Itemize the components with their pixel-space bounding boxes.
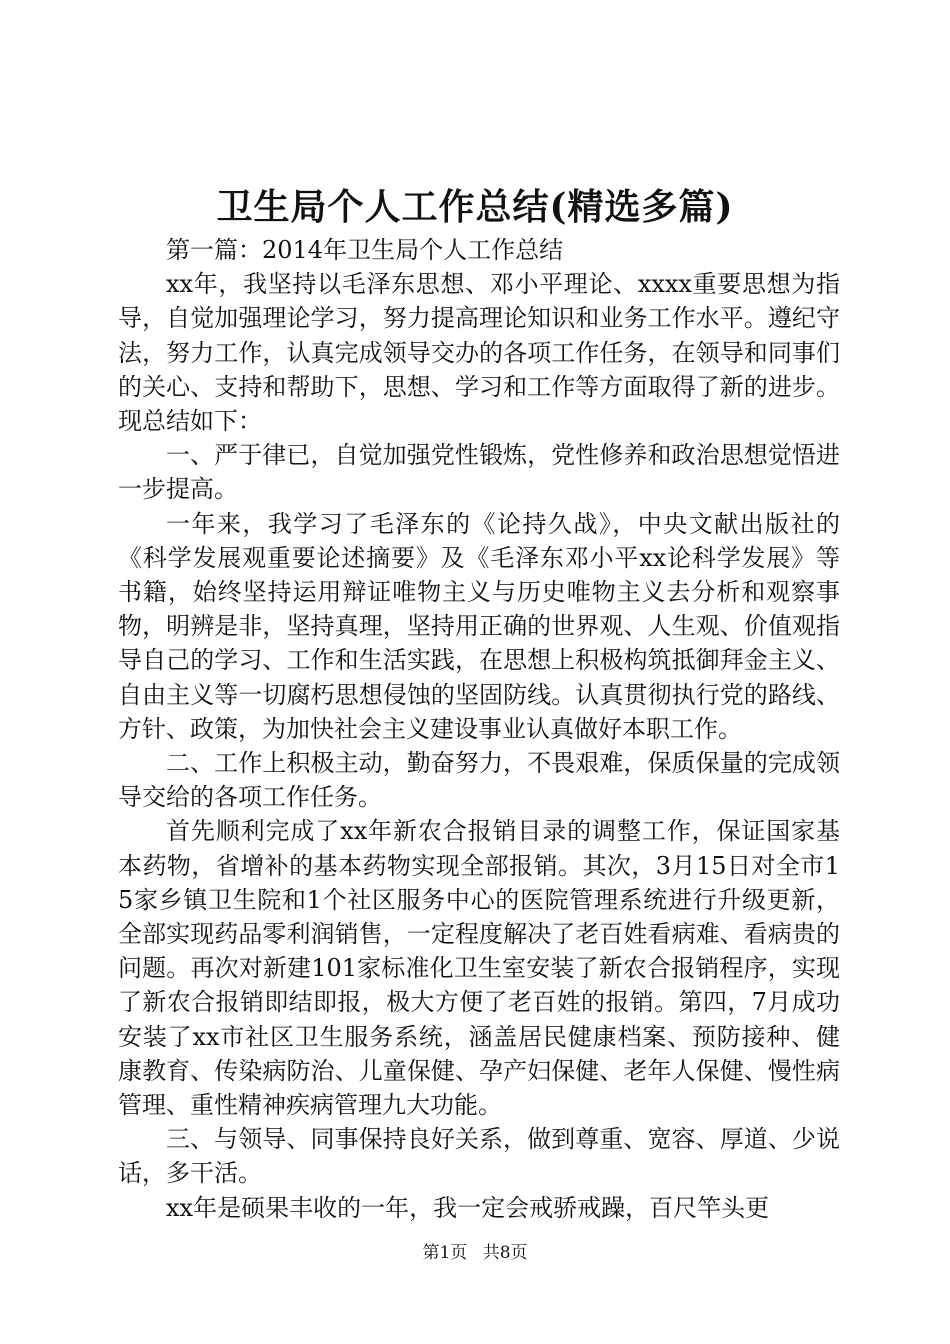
- paragraph-section-heading: 第一篇：2014年卫生局个人工作总结: [166, 236, 564, 264]
- paragraph-point-two: 二、工作上积极主动，勤奋努力，不畏艰难，保质保量的完成领导交给的各项工作任务。: [118, 749, 840, 812]
- document-body: [118, 233, 840, 1225]
- paragraph-intro: xx年，我坚持以毛泽东思想、邓小平理论、xxxx重要思想为指导，自觉加强理论学习，努力提高理论知识和业务工作水平。遵纪守法，努力工作，认真完成领导交办的各项工作任务，在领导和同事们的关心、支持和帮助下，思想、学习和工作等方面取得了新的进步。现总结如下：: [118, 270, 840, 436]
- document-title: 卫生局个人工作总结(精选多篇): [216, 186, 734, 228]
- paragraph-work-details: 首先顺利完成了xx年新农合报销目录的调整工作，保证国家基本药物，省增补的基本药物实现全部报销。其次，3月15日对全市15家乡镇卫生院和1个社区服务中心的医院管理系统进行升级更新，全部实现药品零利润销售，一定程度解决了老百姓看病难、看病贵的问题。再次对新建101家标准化卫生室安装了新农合报销程序，实现了新农合报销即结即报，极大方便了老百姓的报销。第四，7月成功安装了xx市社区卫生服务系统，涵盖居民健康档案、预防接种、健康教育、传染病防治、儿童保健、孕产妇保健、老年人保健、慢性病管理、重性精神疾病管理九大功能。: [118, 817, 840, 1120]
- paragraph-study: 一年来，我学习了毛泽东的《论持久战》，中央文献出版社的《科学发展观重要论述摘要》及《毛泽东邓小平xx论科学发展》等书籍，始终坚持运用辩证唯物主义与历史唯物主义去分析和观察事物，明辨是非，坚持真理，坚持用正确的世界观、人生观、价值观指导自己的学习、工作和生活实践，在思想上积极构筑抵御拜金主义、自由主义等一切腐朽思想侵蚀的坚固防线。认真贯彻执行党的路线、方针、政策，为加快社会主义建设事业认真做好本职工作。: [118, 509, 840, 743]
- paragraph-closing: xx年是硕果丰收的一年，我一定会戒骄戒躁，百尺竿头更: [166, 1193, 770, 1222]
- page-footer: [0, 1241, 950, 1265]
- paragraph-point-one: 一、严于律已，自觉加强党性锻炼，党性修养和政治思想觉悟进一步提高。: [118, 441, 840, 504]
- paragraph-point-three: 三、与领导、同事保持良好关系，做到尊重、宽容、厚道、少说话，多干活。: [118, 1125, 840, 1188]
- page-number-total: 共8页: [482, 1243, 528, 1263]
- page-number-current: 第1页: [422, 1243, 468, 1263]
